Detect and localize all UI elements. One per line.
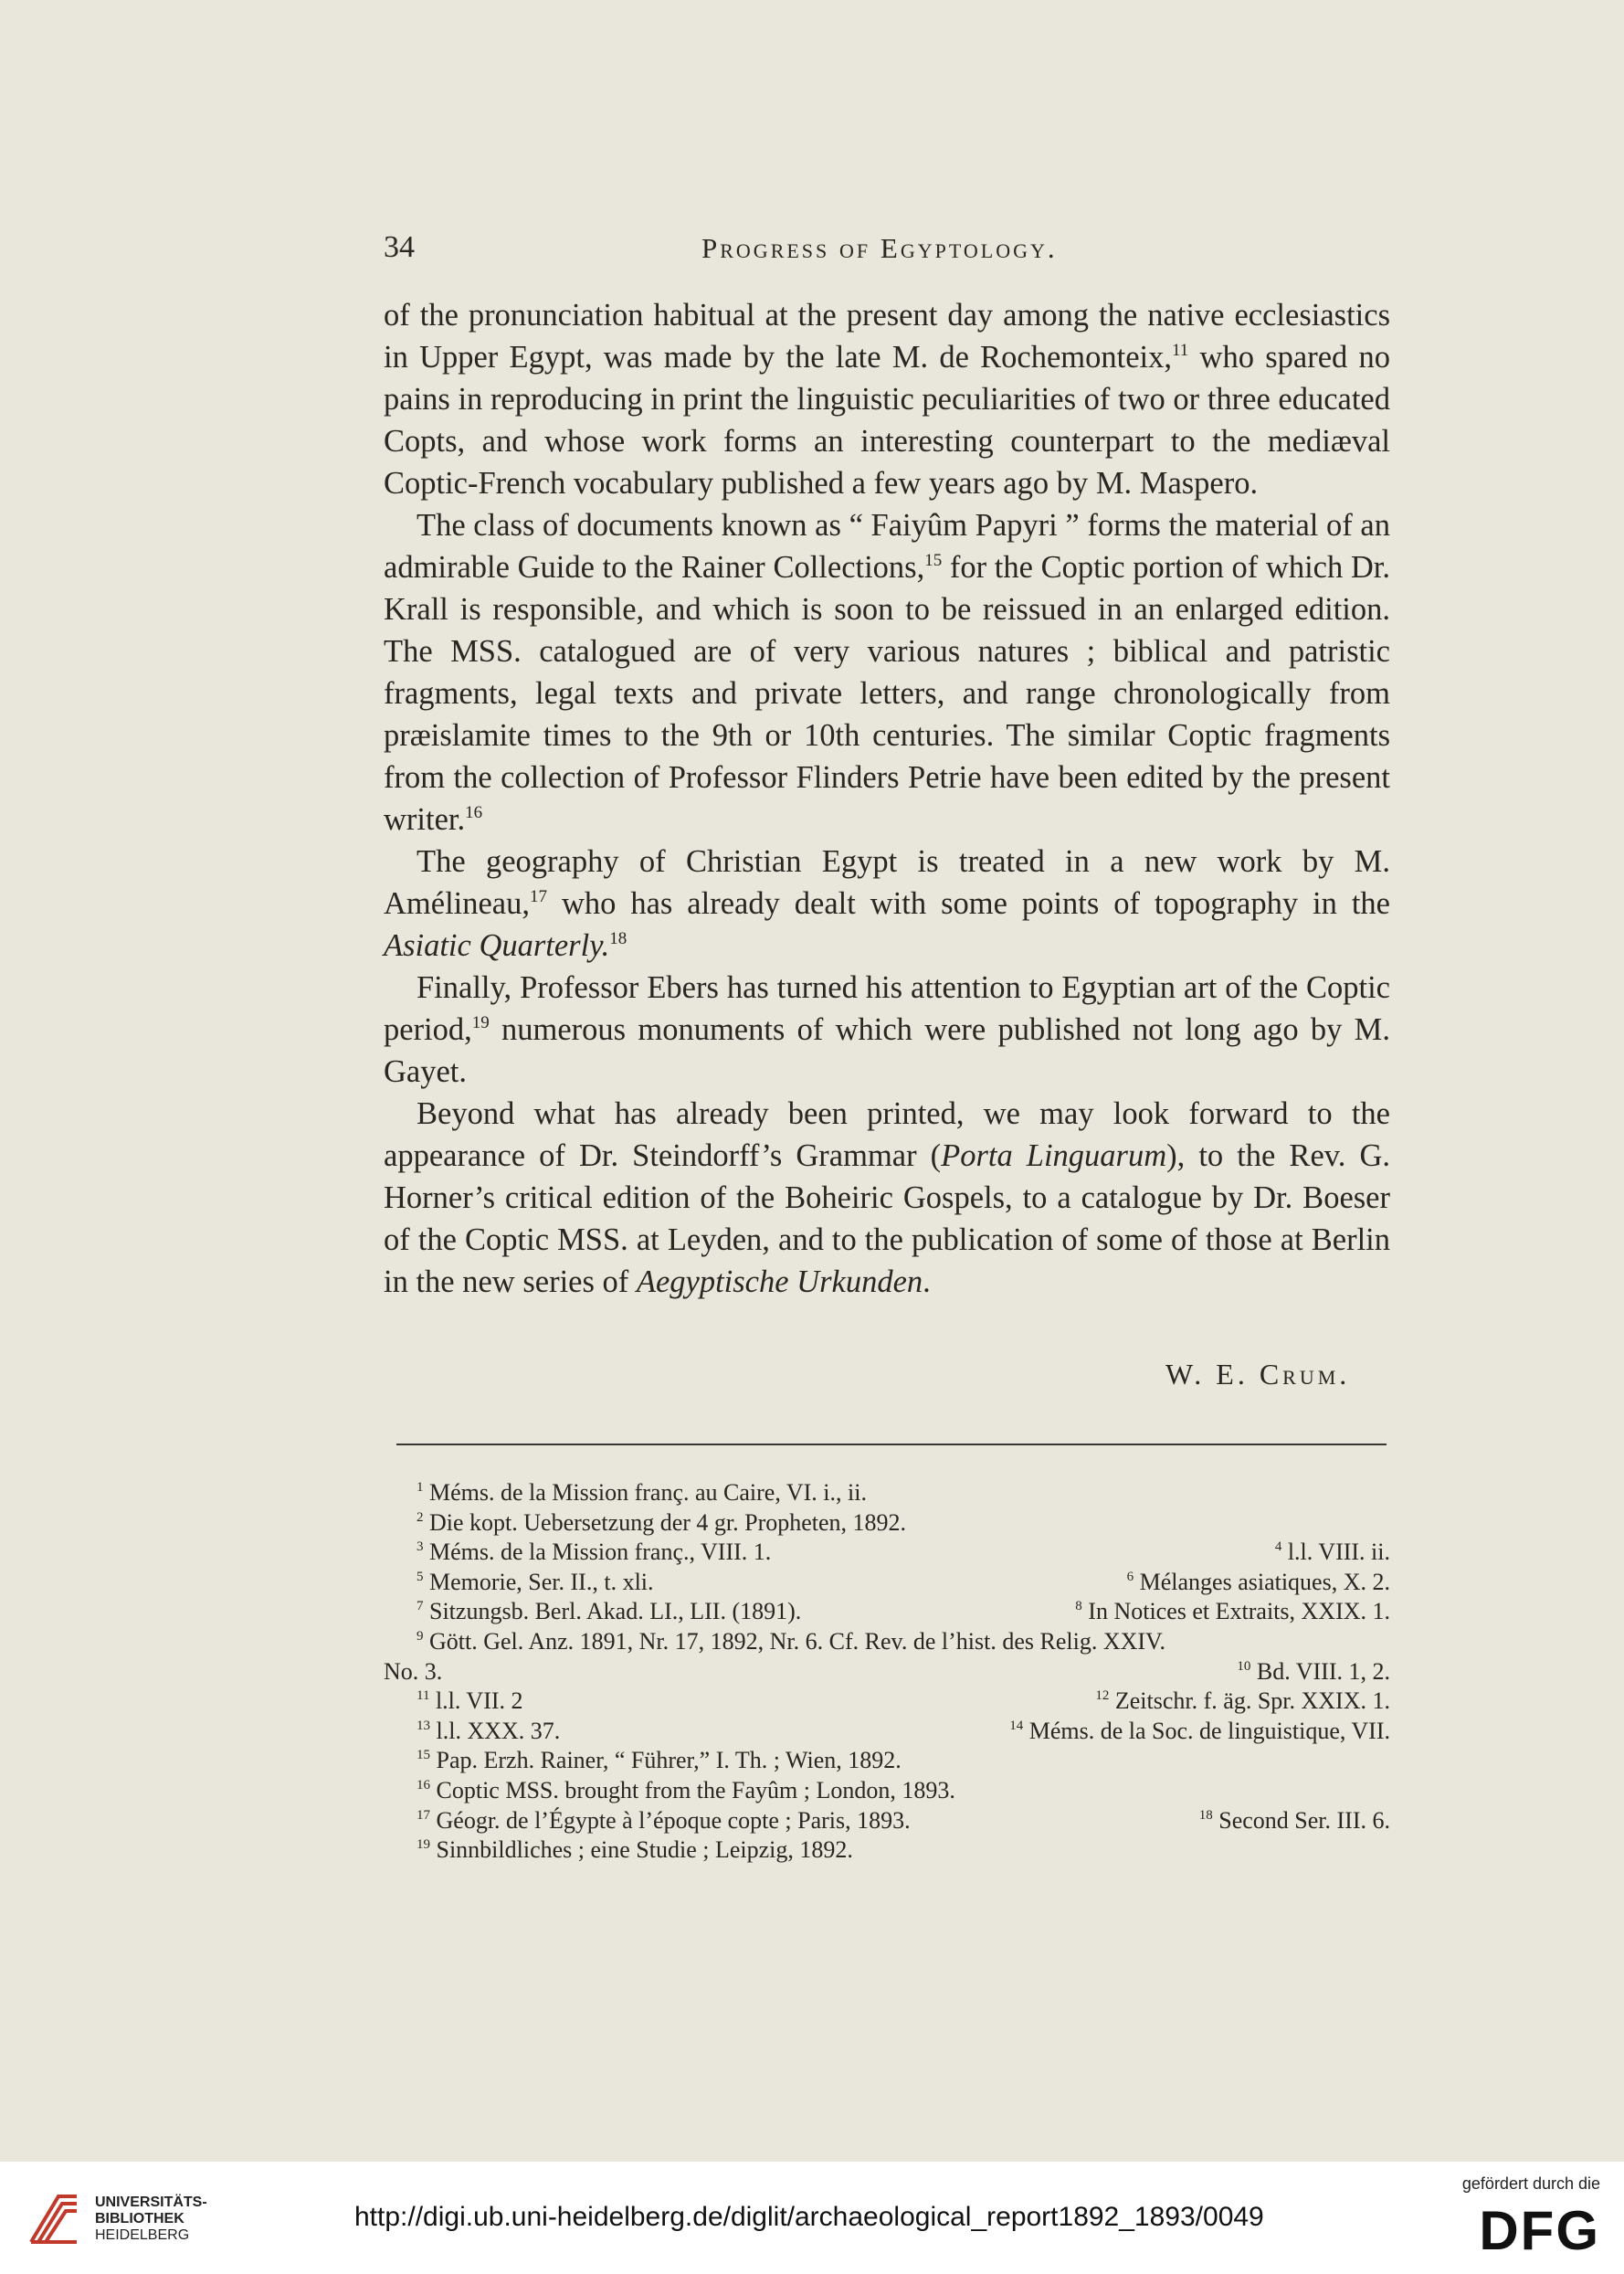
footnote-text: Mélanges asiatiques, X. 2. bbox=[1139, 1568, 1390, 1595]
footnote-left bbox=[417, 1538, 1275, 1568]
footnote-left bbox=[417, 1776, 1390, 1806]
footnote-number: 2 bbox=[417, 1509, 424, 1525]
footnote-line bbox=[384, 1538, 1390, 1568]
footnote-text: Méms. de la Mission franç. au Caire, VI. i., ii. bbox=[429, 1479, 867, 1506]
body-text bbox=[384, 294, 1390, 1303]
footnote-text: Méms. de la Mission franç., VIII. 1. bbox=[429, 1539, 772, 1566]
footnote-number: 12 bbox=[1095, 1688, 1110, 1704]
footnote-right bbox=[1009, 1717, 1390, 1747]
footnote-line bbox=[384, 1806, 1390, 1836]
paragraph: The geography of Christian Egypt is treated in a new work by M. Amélineau,$^{17}$ who has already dealt with some points of topography in the Asiatic Quarterly.$^{18}$ bbox=[384, 844, 1390, 963]
footnote-divider bbox=[396, 1444, 1387, 1445]
library-logo-icon bbox=[22, 2187, 86, 2251]
footnote-ref: 18 bbox=[609, 929, 627, 948]
footnote-text: Pap. Erzh. Rainer, “ Führer,” I. Th. ; Wien, 1892. bbox=[436, 1747, 902, 1774]
footnote-text: l.l. XXX. 37. bbox=[436, 1717, 561, 1744]
footnote-ref: 16 bbox=[465, 803, 483, 822]
footnote-left bbox=[417, 1597, 1075, 1627]
footnote-text: Coptic MSS. brought from the Fayûm ; London, 1893. bbox=[436, 1776, 955, 1803]
footnote-number: 5 bbox=[417, 1569, 424, 1584]
footnote-line bbox=[384, 1687, 1390, 1717]
footnote-number: 3 bbox=[417, 1539, 424, 1555]
viewer-footer bbox=[0, 2162, 1624, 2274]
footnote-right bbox=[1127, 1568, 1390, 1598]
footnote-number: 9 bbox=[417, 1628, 424, 1644]
footnote-right bbox=[1095, 1687, 1390, 1717]
footnote-ref: 11 bbox=[1172, 341, 1189, 360]
footnote-text: Méms. de la Soc. de linguistique, VII. bbox=[1028, 1717, 1390, 1744]
footnote-number: 1 bbox=[417, 1480, 424, 1495]
footnote-left bbox=[417, 1835, 1390, 1866]
footnote-line bbox=[384, 1657, 1390, 1687]
footnote-ref: 15 bbox=[924, 551, 943, 570]
dfg-logo: DFG bbox=[1479, 2200, 1600, 2261]
footnote-text: In Notices et Extraits, XXIX. 1. bbox=[1088, 1598, 1390, 1625]
footnote-left bbox=[417, 1717, 1009, 1747]
page-number: 34 bbox=[384, 230, 415, 264]
footnote-number: 14 bbox=[1009, 1718, 1024, 1733]
footnote-text: Second Ser. III. 6. bbox=[1218, 1806, 1390, 1834]
footnote-number: 8 bbox=[1075, 1599, 1082, 1614]
footnote-left bbox=[417, 1627, 1390, 1657]
italic-title: Porta Linguarum bbox=[941, 1138, 1167, 1173]
running-head bbox=[384, 230, 1388, 272]
footnote-ref: 17 bbox=[529, 887, 547, 906]
footnote-line bbox=[384, 1568, 1390, 1598]
footnote-number: 13 bbox=[417, 1718, 430, 1733]
footnote-right bbox=[1275, 1538, 1390, 1568]
footnote-left bbox=[384, 1657, 1237, 1687]
footnote-number: 6 bbox=[1126, 1569, 1134, 1584]
footnote-text: Die kopt. Uebersetzung der 4 gr. Propheten, 1892. bbox=[429, 1508, 907, 1536]
footnote-line bbox=[384, 1717, 1390, 1747]
footnote-left bbox=[417, 1806, 1199, 1836]
footnote-left bbox=[417, 1508, 1390, 1539]
footnote-right bbox=[1199, 1806, 1390, 1836]
footnote-right bbox=[1237, 1657, 1390, 1687]
footnote-text: Zeitschr. f. äg. Spr. XXIX. 1. bbox=[1114, 1687, 1390, 1715]
footnote-text: Memorie, Ser. II., t. xli. bbox=[429, 1568, 654, 1595]
footnote-line bbox=[384, 1478, 1390, 1508]
italic-title: Asiatic Quarterly. bbox=[384, 928, 610, 963]
footnote-left bbox=[417, 1478, 1390, 1508]
paragraph: Finally, Professor Ebers has turned his attention to Egyptian art of the Coptic period,$^{19}$ numerous monuments of which were published not long ago by M. Gayet. bbox=[384, 970, 1390, 1089]
paragraph: of the pronunciation habitual at the present day among the native ecclesiastics in Upper Egypt, was made by the late M. de Rochemonteix,$^{11}$ who spared no pains in reproducing in print the linguistic peculiarities of two or three educated Copts, and whose work forms an interesting counterpart to the mediæval Coptic-French vocabulary published a few years ago by M. Maspero. bbox=[384, 298, 1390, 501]
footnote-number: 4 bbox=[1274, 1539, 1282, 1555]
footnote-number: 18 bbox=[1198, 1807, 1213, 1823]
footnote-line bbox=[384, 1508, 1390, 1539]
footnote-line bbox=[384, 1746, 1390, 1776]
footnote-line bbox=[384, 1627, 1390, 1657]
footnote-left bbox=[417, 1568, 1127, 1598]
footnote-text: l.l. VII. 2 bbox=[435, 1687, 523, 1715]
author-signature: W. E. Crum. bbox=[1165, 1358, 1351, 1391]
italic-title: Aegyptische Urkunden bbox=[636, 1264, 923, 1299]
footnote-number: 19 bbox=[417, 1837, 430, 1853]
footnote-text: Géogr. de l’Égypte à l’époque copte ; Paris, 1893. bbox=[436, 1806, 911, 1834]
footnote-number: 15 bbox=[417, 1748, 430, 1763]
footnote-number: 10 bbox=[1237, 1658, 1251, 1674]
footnote-number: 7 bbox=[417, 1599, 424, 1614]
footnote-line bbox=[384, 1835, 1390, 1866]
footnotes bbox=[384, 1478, 1390, 1866]
footnote-ref: 19 bbox=[471, 1013, 490, 1032]
footnote-text: Sinnbildliches ; eine Studie ; Leipzig, 1892. bbox=[436, 1836, 853, 1864]
footnote-text: No. 3. bbox=[384, 1657, 443, 1685]
footnote-text: Gött. Gel. Anz. 1891, Nr. 17, 1892, Nr. 6. Cf. Rev. de l’hist. des Relig. XXIV. bbox=[429, 1627, 1165, 1655]
running-title: Progress of Egyptology. bbox=[701, 232, 1058, 264]
footnote-number: 16 bbox=[417, 1777, 430, 1793]
footnote-number: 11 bbox=[417, 1688, 430, 1704]
footnote-text: Sitzungsb. Berl. Akad. LI., LII. (1891). bbox=[429, 1598, 802, 1625]
library-name: UNIVERSITÄTS- BIBLIOTHEK HEIDELBERG bbox=[95, 2195, 207, 2243]
footnote-right bbox=[1075, 1597, 1390, 1627]
footnote-left bbox=[417, 1687, 1095, 1717]
footnote-text: l.l. VIII. ii. bbox=[1287, 1539, 1390, 1566]
funding-label: gefördert durch die bbox=[1461, 2174, 1600, 2193]
footnote-left bbox=[417, 1746, 1390, 1776]
paragraph: The class of documents known as “ Faiyûm Papyri ” forms the material of an admirable Guide to the Rainer Collections,$^{15}$ for the Coptic portion of which Dr. Krall is responsible, and which is soon to be reissued in an enlarged edition. The MSS. catalogued are of very various natures ; biblical and patristic fragments, legal texts and private letters, and range chronologically from præislamite times to the 9th or 10th centuries. The similar Coptic fragments from the collection of Professor Flinders Petrie have been edited by the present writer.$^{16}$ bbox=[384, 508, 1390, 837]
footnote-line bbox=[384, 1776, 1390, 1806]
permalink-url[interactable]: http://digi.ub.uni-heidelberg.de/diglit/archaeological_report1892_1893/0049 bbox=[354, 2202, 1264, 2232]
footnote-text: Bd. VIII. 1, 2. bbox=[1256, 1657, 1390, 1685]
footnote-number: 17 bbox=[417, 1807, 430, 1823]
footnote-line bbox=[384, 1597, 1390, 1627]
paragraph: Beyond what has already been printed, we may look forward to the appearance of Dr. Steindorff’s Grammar (Porta Linguarum), to the Rev. G. Horner’s critical edition of the Boheiric Gospels, to a catalogue by Dr. Boeser of the Coptic MSS. at Leyden, and to the publication of some of those at Berlin in the new series of Aegyptische Urkunden. bbox=[384, 1096, 1390, 1299]
